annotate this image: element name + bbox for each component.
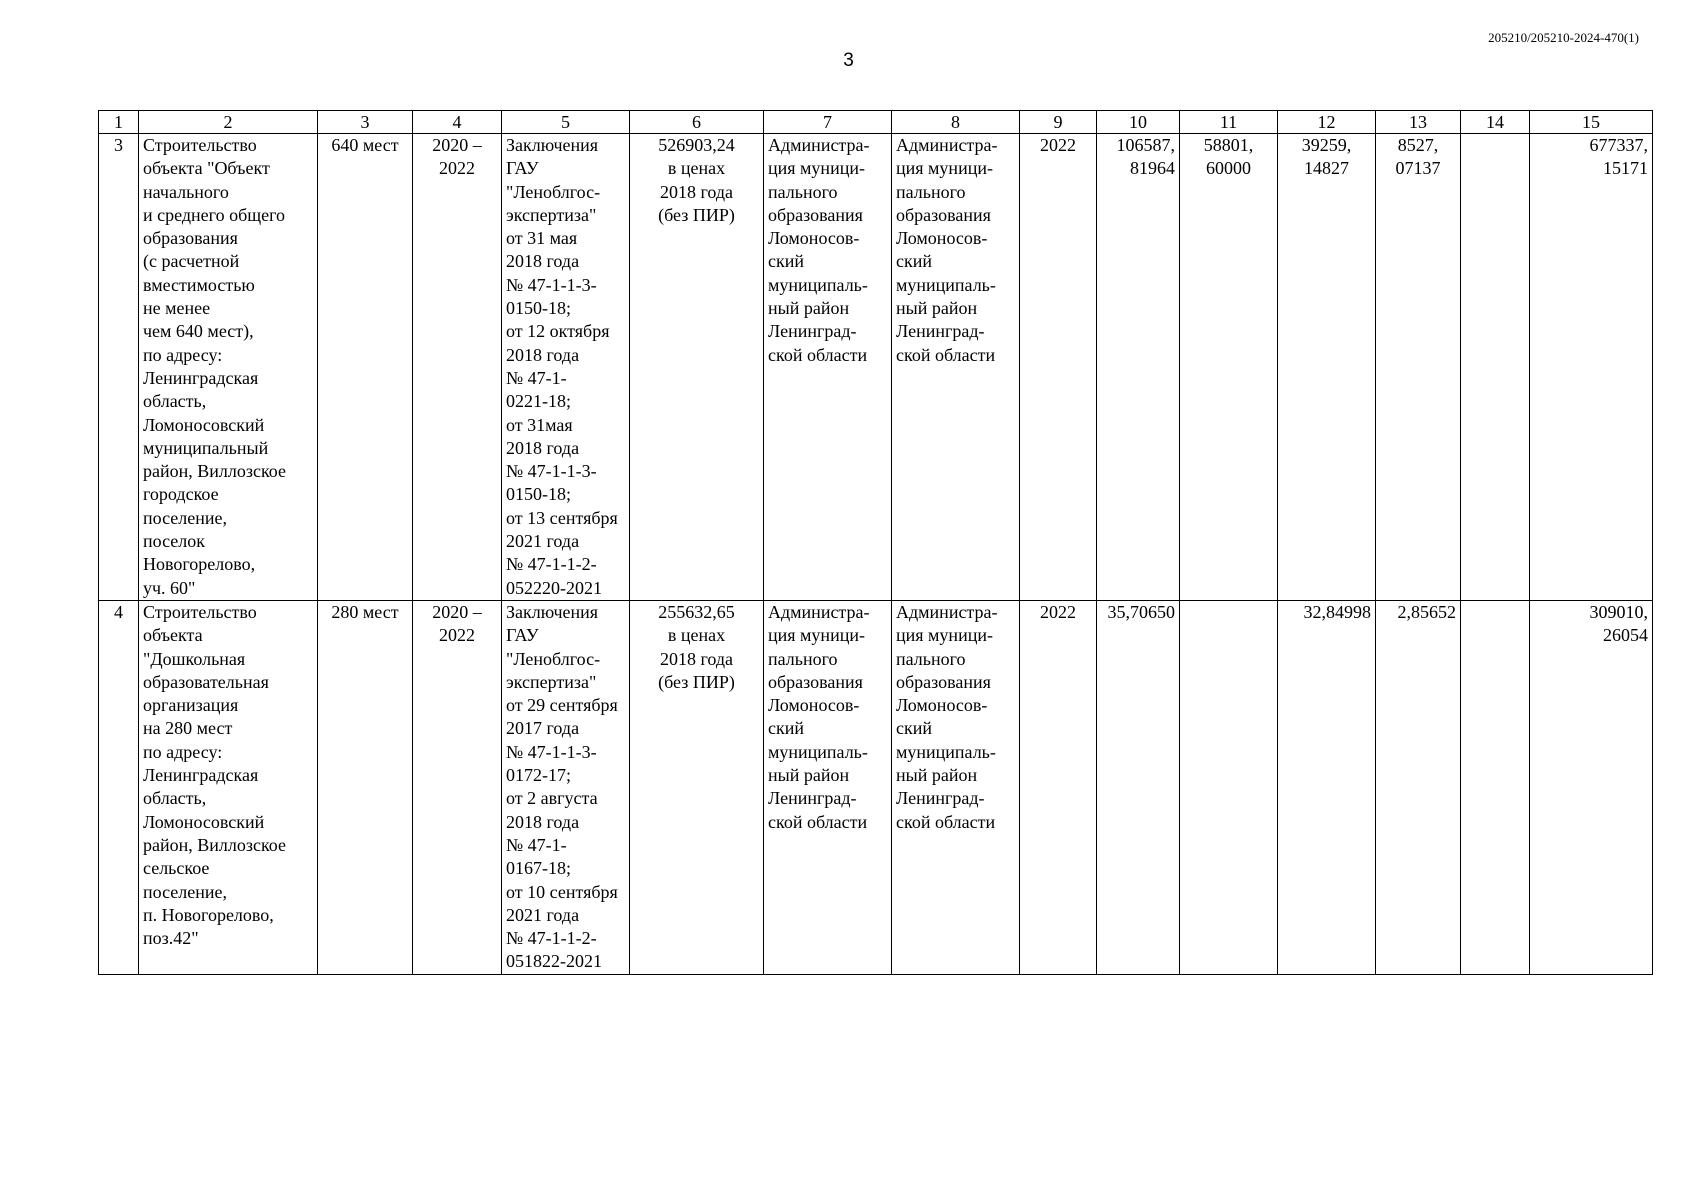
amount-col-14: [1461, 134, 1530, 601]
table-row: [99, 134, 1653, 601]
column-header: 15: [1530, 111, 1653, 134]
row-number: 3: [99, 134, 139, 601]
period: 2020 – 2022: [413, 134, 502, 601]
page-number: 3: [843, 50, 854, 71]
column-header: 13: [1376, 111, 1461, 134]
amount-col-10: 35,70650: [1097, 600, 1180, 974]
object-description: Строительство объекта "Объект начального и среднего общего образования (с расчетной вместимостью не менее чем 640 мест), по адресу: Ленинградская область, Ломоносовский муниципальный район, Виллозское городское поселение, поселок Новогорелово, уч. 60": [139, 134, 318, 601]
column-header: 10: [1097, 111, 1180, 134]
column-header: 3: [318, 111, 413, 134]
document-id: 205210/205210-2024-470(1): [1488, 30, 1639, 45]
amount-col-13: 8527, 07137: [1376, 134, 1461, 601]
amount-col-13: 2,85652: [1376, 600, 1461, 974]
completion-year: 2022: [1020, 134, 1097, 601]
amount-col-12: 32,84998: [1278, 600, 1376, 974]
column-header: 5: [502, 111, 630, 134]
amount-col-15: 677337, 15171: [1530, 134, 1653, 601]
amount-col-14: [1461, 600, 1530, 974]
column-header: 1: [99, 111, 139, 134]
column-header: 8: [892, 111, 1020, 134]
expert-conclusions: Заключения ГАУ "Леноблгос- экспертиза" от 31 мая 2018 года № 47-1-1-3- 0150-18; от 12 октября 2018 года № 47-1- 0221-18; от 31мая 2018 года № 47-1-1-3- 0150-18; от 13 сентября 2021 года № 47-1-1-2- 052220-2021: [502, 134, 630, 601]
amount-col-11: [1180, 600, 1278, 974]
data-table: [98, 110, 1653, 975]
column-header: 11: [1180, 111, 1278, 134]
column-header: 9: [1020, 111, 1097, 134]
amount-col-10: 106587, 81964: [1097, 134, 1180, 601]
amount-col-12: 39259, 14827: [1278, 134, 1376, 601]
table-row: [99, 600, 1653, 974]
amount-col-15: 309010, 26054: [1530, 600, 1653, 974]
customer: Администра- ция муници- пального образования Ломоносов- ский муниципаль- ный район Ленинград- ской области: [764, 600, 892, 974]
column-header: 14: [1461, 111, 1530, 134]
column-header: 2: [139, 111, 318, 134]
object-description: Строительство объекта "Дошкольная образовательная организация на 280 мест по адресу: Ленинградская область, Ломоносовский район, Виллозское сельское поселение, п. Новогорелово, поз.42": [139, 600, 318, 974]
column-number-row: [99, 111, 1653, 134]
amount-col-11: 58801, 60000: [1180, 134, 1278, 601]
developer: Администра- ция муници- пального образования Ломоносов- ский муниципаль- ный район Ленинград- ской области: [892, 134, 1020, 601]
column-header: 6: [630, 111, 764, 134]
column-header: 12: [1278, 111, 1376, 134]
capacity: 640 мест: [318, 134, 413, 601]
column-header: 7: [764, 111, 892, 134]
developer: Администра- ция муници- пального образования Ломоносов- ский муниципаль- ный район Ленинград- ской области: [892, 600, 1020, 974]
completion-year: 2022: [1020, 600, 1097, 974]
estimated-cost: 526903,24 в ценах 2018 года (без ПИР): [630, 134, 764, 601]
column-header: 4: [413, 111, 502, 134]
estimated-cost: 255632,65 в ценах 2018 года (без ПИР): [630, 600, 764, 974]
expert-conclusions: Заключения ГАУ "Леноблгос- экспертиза" от 29 сентября 2017 года № 47-1-1-3- 0172-17; от 2 августа 2018 года № 47-1- 0167-18; от 10 сентября 2021 года № 47-1-1-2- 051822-2021: [502, 600, 630, 974]
capacity: 280 мест: [318, 600, 413, 974]
customer: Администра- ция муници- пального образования Ломоносов- ский муниципаль- ный район Ленинград- ской области: [764, 134, 892, 601]
row-number: 4: [99, 600, 139, 974]
period: 2020 – 2022: [413, 600, 502, 974]
